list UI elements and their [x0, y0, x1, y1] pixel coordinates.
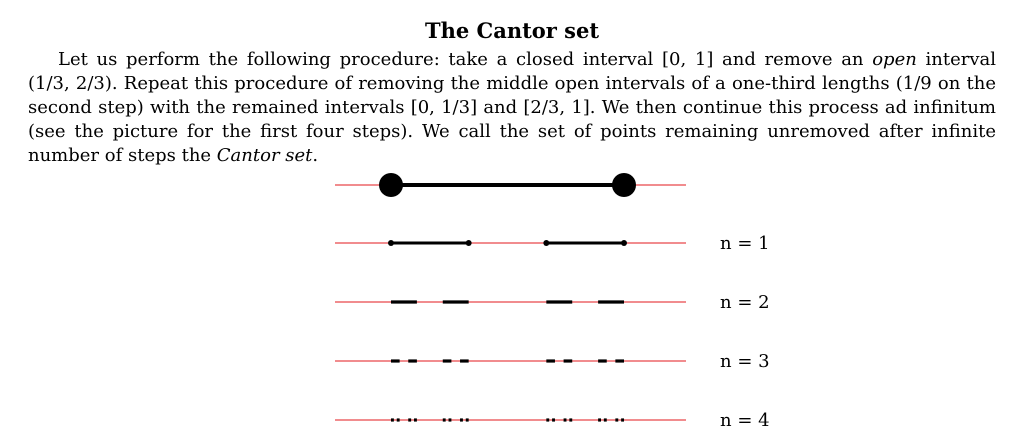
paragraph-text-1: Let us perform the following procedure: take a closed interval [0, 1] and remove an	[58, 49, 873, 70]
endpoint-dot	[621, 240, 627, 246]
endpoint-dot	[379, 173, 403, 197]
step-label: n = 4	[720, 410, 770, 431]
paragraph-emphasis-cantor-set: Cantor set	[216, 145, 313, 166]
paragraph-text-2: interval (1/3, 2/3). Repeat this procedure of removing the middle open intervals of a one-third lengths (1/9 on the second step) with the remained intervals [0, 1/3] and [2/3, 1]. We then continue this process ad infinitum (see the picture for the first four steps). We call the set of points remaining unremoved after infinite number of steps the	[28, 49, 997, 166]
endpoint-dot	[543, 240, 549, 246]
cantor-step-4	[335, 410, 770, 431]
step-label: n = 2	[720, 292, 770, 313]
page-title: The Cantor set	[424, 18, 600, 43]
step-label: n = 1	[720, 233, 770, 254]
endpoint-dot	[388, 240, 394, 246]
cantor-step-2	[335, 292, 770, 313]
cantor-step-0	[335, 173, 686, 197]
paragraph-text-3: .	[312, 145, 319, 166]
step-label: n = 3	[720, 351, 770, 372]
endpoint-dot	[466, 240, 472, 246]
cantor-step-1	[335, 233, 770, 254]
paragraph-emphasis-open: open	[872, 49, 917, 70]
cantor-step-3	[335, 351, 770, 372]
endpoint-dot	[612, 173, 636, 197]
